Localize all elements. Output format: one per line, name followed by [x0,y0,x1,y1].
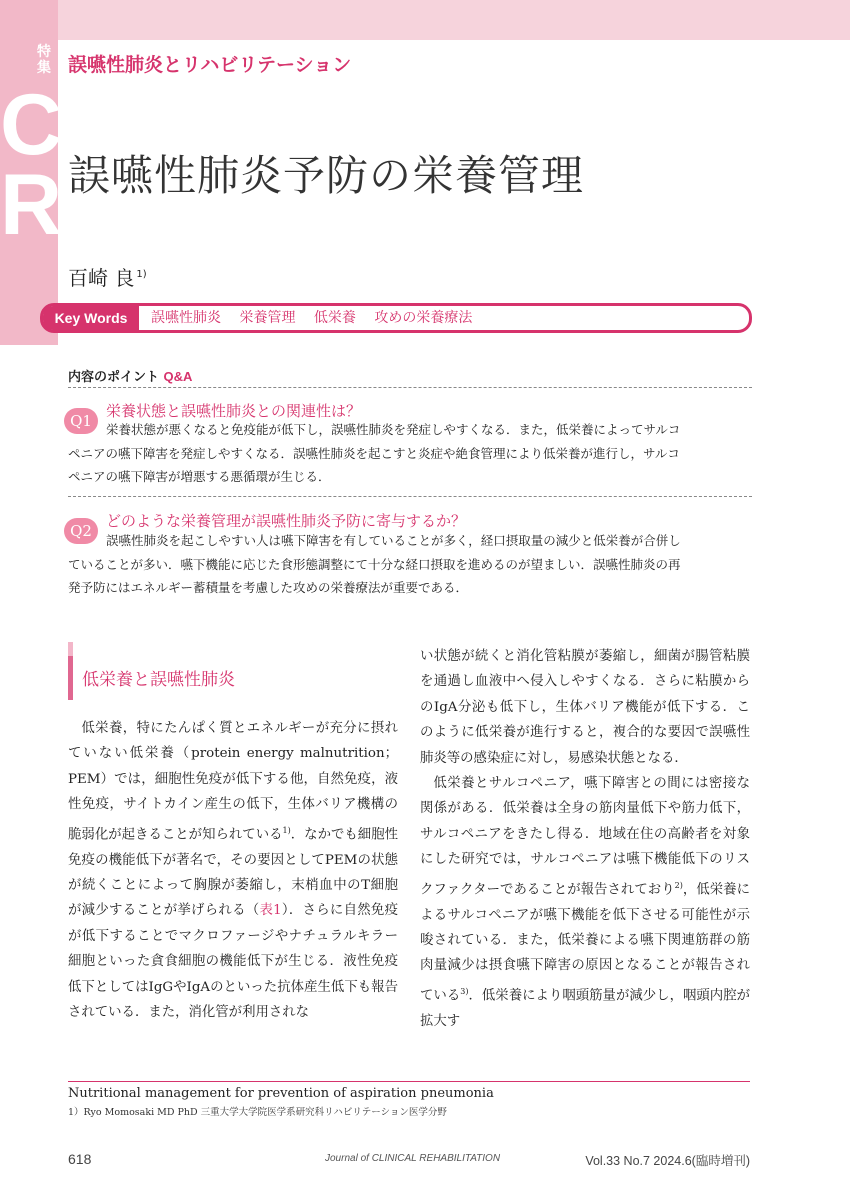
body-paragraph [68,716,398,1025]
heading-accent-bar [68,656,73,700]
q1-answer-line: ペニアの嚥下障害を発症しやすくなる．誤嚥性肺炎を起こすと炎症や絶食管理により低栄養が進行し，サルコ [68,445,680,461]
english-title: Nutritional management for prevention of aspiration pneumonia [68,1086,494,1101]
table-reference-link[interactable]: 表1 [259,903,282,919]
keywords-list [151,306,486,330]
cr-logo-letter-c: C [0,77,61,173]
keywords-label: Key Words [43,306,139,330]
keyword: 誤嚥性肺炎 [151,310,221,326]
q2-answer-line: 誤嚥性肺炎を起こしやすい人は嚥下障害を有していることが多く，経口摂取量の減少と低栄養が合併し [106,533,681,548]
volume-info: Vol.33 No.7 2024.6(臨時増刊) [585,1154,750,1168]
text-run: ）．さらに自然免疫が低下することでマクロファージやナチュラルキラー細胞といった貪食細胞の機能低下が生じる．液性免疫低下としてはIgGやIgAのといった抗体産生低下も報告されている．また，消化管が利用されな [68,903,398,1020]
keyword: 低栄養 [313,310,356,326]
keyword: 攻めの栄養療法 [374,310,473,326]
qa-heading-accent: Q&A [163,369,193,384]
reference-mark: 1) [282,825,291,835]
article-title: 誤嚥性肺炎予防の栄養管理 [68,151,585,200]
keyword: 栄養管理 [239,310,296,326]
page-number: 618 [68,1151,92,1167]
body-paragraph [420,771,750,1034]
q2-answer-line: ていることが多い．嚥下機能に応じた食形態調整にて十分な経口摂取を進めるのが望ましい．誤嚥性肺炎の再 [68,556,681,572]
author-name: 百崎 良 [68,266,135,290]
section-heading-text: 低栄養と誤嚥性肺炎 [82,670,235,690]
section-kicker: 誤嚥性肺炎とリハビリテーション [68,54,352,76]
qa-heading [68,366,192,385]
q1-answer-line: ペニアの嚥下障害が増悪する悪循環が生じる． [68,469,331,484]
body-column-left [68,642,398,1025]
series-tag: 特集 [37,44,51,76]
journal-name: Journal of CLINICAL REHABILITATION [325,1153,501,1164]
text-run: 低栄養とサルコペニア，嚥下障害との間には密接な関係がある．低栄養は全身の筋肉量低下や筋力低下，サルコペニアをきたし得る．地域在住の高齢者を対象にした研究では，サルコペニアは嚥下機能低下のリスクファクターであることが報告されており [420,776,750,898]
author [68,262,147,291]
q1-badge: Q1 [64,408,98,434]
reference-mark: 3) [460,986,469,996]
body-column-right [420,644,750,1034]
footnote-rule [68,1081,750,1082]
text-run: ，低栄養によるサルコペニアが嚥下機能を低下させる可能性が示唆されている．また，低栄養による嚥下関連筋群の筋肉量減少は摂食嚥下障害の原因となることが報告されている [420,882,751,1004]
cr-logo-letter-r: R [0,157,61,253]
section-heading [68,642,398,702]
body-paragraph: い状態が続くと消化管粘膜が萎縮し，細菌が腸管粘膜を通過し血液中へ侵入しやすくなる．さらに粘膜からのIgA分泌も低下し，生体バリア機能が低下する．このように低栄養が進行すると，複合的な要因で誤嚥性肺炎等の感染症に対し，易感染状態となる． [420,649,750,766]
heading-accent-bar [68,642,73,656]
q2-badge: Q2 [64,518,98,544]
q1-question: 栄養状態と誤嚥性肺炎との関連性は？ [106,402,362,420]
author-mark: 1) [136,269,147,281]
qa-divider [68,387,752,388]
cr-logo [0,77,61,253]
author-affiliation: 1）Ryo Momosaki MD PhD 三重大学大学院医学系研究科リハビリテーション医学分野 [68,1107,447,1118]
q2-question: どのような栄養管理が誤嚥性肺炎予防に寄与するか？ [106,512,467,530]
text-run: ．なかでも細胞性免疫の機能低下が著名で，その要因としてPEMの状態が続くことによって胸腺が萎縮し，末梢血中のT細胞が減少することが挙げられる（ [68,827,399,919]
text-run: ．低栄養により咽頭筋量が減少し，咽頭内腔が拡大す [420,988,751,1029]
reference-mark: 2) [674,880,683,890]
q1-answer-line: 栄養状態が悪くなると免疫能が低下し，誤嚥性肺炎を発症しやすくなる．また，低栄養によってサルコ [106,422,681,437]
qa-heading-text: 内容のポイント [68,370,160,385]
keywords-bar [40,303,752,333]
qa-divider [68,496,752,497]
q2-answer-line: 発予防にはエネルギー蓄積量を考慮した攻めの栄養療法が重要である． [68,580,469,595]
top-color-band [58,0,850,40]
text-run: 低栄養，特にたんぱく質とエネルギーが充分に摂れていない低栄養（protein energy malnutrition；PEM）では，細胞性免疫が低下する他，自然免疫，液性免疫，サイトカイン産生の低下，生体バリア機構の脆弱化が起きることが知られている [68,721,398,843]
